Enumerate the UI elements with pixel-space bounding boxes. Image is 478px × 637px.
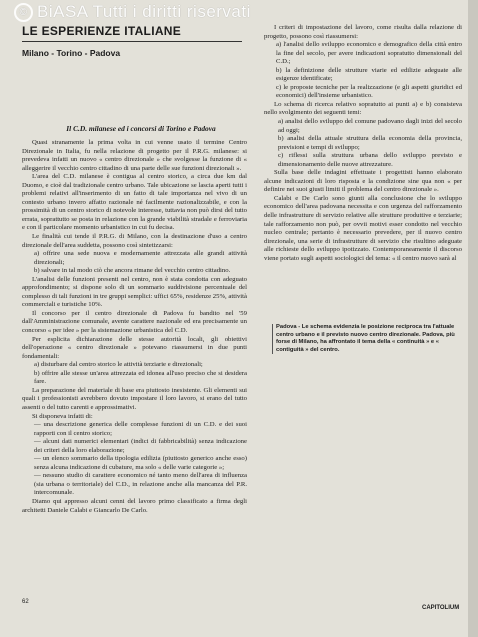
paragraph: Quasi stranamente la prima volta in cui venne usato il termine Centro Direzionale in Italia, fu nella relazione di progetto per il P.R.G. milanese: si prevedeva infatti un nuovo « centro direzionale » che svolgesse la funzione di « alleggerire il vecchio centro cittadino di una parte delle sue funzioni direzionali ». [22, 139, 247, 172]
paragraph: Sulla base delle indagini effettuate i progettisti hanno elaborato alcune indicazioni di loro risposta e la condizione sine qua non « per definire nei suoi giusti limiti il problema del centro direzionale ». [264, 169, 462, 194]
page-edge [468, 0, 478, 637]
paragraph: Per esplicita dichiarazione delle stesse autorità locali, gli obiettivi dell'operazione « centro direzionale » potevano riassumersi in due punti fondamentali: [22, 335, 247, 360]
list-item: — una descrizione generica delle complesse funzioni di un C.D. e dei suoi rapporti con il centro storico; [34, 421, 247, 437]
page-number: 62 [22, 599, 29, 605]
list-item: — alcuni dati numerici elementari (indici di fabbricabilità) senza indicazione dei criteri della loro elaborazione; [34, 438, 247, 454]
watermark [14, 2, 251, 22]
paragraph: Calabi e De Carlo sono giunti alla conclusione che lo sviluppo economico dell'area padovana necessita e con urgenza del rafforzamento delle infrastrutture di servizio relative alle strutture produttive e terziarie; tale rafforzamento non può, per ovvii motivi esser condotto nel vecchio nucleo centrale; pertanto è necessario prevedere, per il nuovo centro direzionale, una serie di infrastrutture di servizio che risultino adeguate alle richieste dello sviluppo ipotizzato. Contemporaneamente il discorso viene portato sugli aspetti sociologici del tema: « il centro nuovo sarà al [264, 194, 462, 262]
article-cities: Milano - Torino - Padova [22, 48, 121, 58]
copyright-icon: © [14, 3, 33, 22]
figure-caption: Padova - Le schema evidenzia le posizione reciproca tra l'attuale centro urbano e il previsto nuovo centro direzionale. Padova, più forse di Milano, ha affrontato il tema della « continuità » e « contiguità » del centro. [272, 324, 462, 354]
paragraph: I criteri di impostazione del lavoro, come risulta dalla relazione di progetto, possono così riassumersi: [264, 24, 462, 40]
list-item: c) le proposte tecniche per la realizzazione (e gli aspetti giuridici ed economici) dell'insieme urbanistico. [276, 83, 462, 100]
list-item: — un elenco sommario della tipologia edilizia (piuttosto generico anche esso) senza alcuna indicazione di cubature, ma solo « delle varie categorie »; [34, 455, 247, 471]
list-item: a) disturbare dal centro storico le attività terziarie e direzionali; [34, 361, 203, 369]
list-item: b) analisi della attuale struttura della economia della provincia, previsioni e tempi di sviluppo; [278, 135, 462, 151]
section-title: Il C.D. milanese ed i concorsi di Torino e Padova [66, 124, 216, 133]
list-item: c) riflessi sulla struttura urbana dello sviluppo previsto e dimensionamento delle nuove attrezzature. [278, 152, 462, 168]
list-item: a) analisi dello sviluppo del comune padovano dagli inizi del secolo ad oggi; [278, 118, 462, 134]
paragraph: La preparazione del materiale di base era piuttosto inesistente. Gli elementi sui quali i professionisti avrebbero dovuto impostare il loro lavoro, si erano del tutto assenti o del tutto carenti e approssimativi. [22, 386, 247, 411]
paragraph: L'analisi delle funzioni presenti nel centro, non è stata condotta con adeguato approfondimento; si dispone solo di un sommario suddivisione percentuale del complesso di tali funzioni in tre gruppi semplici: uffici 65%, residenze 25%, attività commerciali e turistiche 10%. [22, 275, 247, 309]
paragraph: Si disponeva infatti di: [32, 412, 93, 420]
list-item: b) la definizione delle strutture viarie ed edilizie adeguate alle esigenze identificate; [276, 66, 462, 83]
left-column [22, 139, 247, 515]
paragraph: Il concorso per il centro direzionale di Padova fu bandito nel '59 dall'Amministrazione comunale, avente carattere nazionale ed era precisamente un concorso « per idee » per la sistemazione urbanistica del C.D. [22, 309, 247, 335]
right-column [264, 24, 462, 263]
watermark-text: BiASA Tutti i diritti riservati [37, 2, 251, 21]
list-item: a) offrire una sede nuova e modernamente attrezzata alle grandi attività direzionali; [34, 250, 247, 266]
paragraph: Le finalità cui tende il P.R.G. di Milano, con la destinazione d'uso a centro direzionale dell'area suddetta, possono così sintetizzarsi: [22, 233, 247, 249]
list-item: — nessuno studio di carattere economico né tanto meno dell'area di influenza (sia urbana o territoriale) del C.D., in relazione anche alla mancanza del P.R. intercomunale. [34, 472, 247, 497]
list-item: b) salvare in tal modo ciò che ancora rimane del vecchio centro cittadino. [34, 267, 231, 275]
paragraph: Diamo qui appresso alcuni cenni del lavoro primo classificato a firma degli architetti Daniele Calabi e Giancarlo De Carlo. [22, 497, 247, 514]
list-item: a) l'analisi dello sviluppo economico e demografico della città entro la fine del secolo, per avere indicazioni sopratutto dimensionali del C.D.; [276, 41, 462, 66]
paragraph: L'area del C.D. milanese è contigua al centro storico, a circa due km dal Duomo, e cioè dal tradizionale centro urbano. Tale ubicazione se lascia aperti tutti i problemi relativi all'inserimento di un fatto di tale importanza nel vivo di un contesto urbano invero affatto razionale né facilmente razionalizzabile, e con la prossimità di un centro storico di notevole interesse, tuttavia non può dirsi del tutto errata, soprattutto se posta in relazione con la grande viabilità stradale e ferroviaria e con il particolare momento urbanistico in cui fu decisa. [22, 173, 247, 232]
publication-name: CAPITOLIUM [422, 605, 460, 611]
article-heading: LE ESPERIENZE ITALIANE [22, 24, 242, 42]
paragraph: Lo schema di ricerca relativo sopratutto ai punti a) e b) consisteva nello svolgimento dei seguenti temi: [264, 100, 462, 117]
list-item: b) offrire alle stesse un'area attrezzata ed idonea all'uso preciso che si desidera fare. [34, 369, 247, 386]
